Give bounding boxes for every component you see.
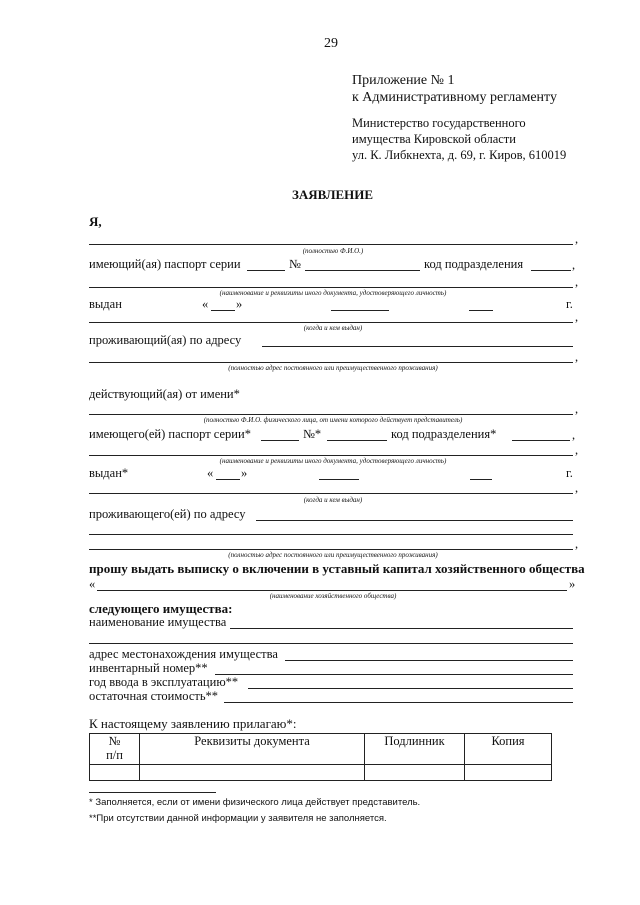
issued-day-field[interactable] [211, 310, 235, 311]
location-label: адрес местонахождения имущества [89, 647, 278, 661]
attachments-intro: К настоящему заявлению прилагаю*: [89, 716, 297, 731]
page-number: 29 [324, 36, 338, 51]
document-title: ЗАЯВЛЕНИЕ [292, 187, 374, 202]
header-number-line1: № [108, 734, 121, 748]
line-comma: , [575, 310, 579, 324]
residual-value-field[interactable] [224, 702, 573, 703]
inventory-number-field[interactable] [215, 674, 573, 675]
header-number [90, 734, 140, 765]
rep-issued-day-field[interactable] [216, 479, 240, 480]
residing-address-field[interactable] [262, 346, 573, 347]
rep-issued-label: выдан* [89, 466, 129, 480]
line-comma: , [575, 402, 579, 416]
issued-year-field[interactable] [469, 310, 493, 311]
principal-name-field[interactable] [89, 414, 573, 415]
footnote-2: **При отсутствии данной информации у заявителя не заполняется. [89, 813, 387, 824]
property-heading: следующего имущества: [89, 601, 233, 616]
rep-year-suffix: г. [566, 466, 573, 480]
footnote-1: * Заполняется, если от имени физического лица действует представитель. [89, 797, 421, 808]
rep-other-document-caption: (наименование и реквизиты иного документа, удостоверяющего личность) [219, 457, 447, 465]
header-number-line2: п/п [106, 748, 123, 762]
passport-number-field[interactable] [305, 270, 420, 271]
appendix-title: Приложение № 1 [352, 73, 455, 88]
table-cell[interactable] [140, 765, 365, 781]
rep-issued-by-field[interactable] [89, 493, 573, 494]
ministry-line-1: Министерство государственного [352, 116, 526, 130]
company-name-caption: (наименование хозяйственного общества) [269, 592, 397, 600]
rep-residing-address-field-2[interactable] [89, 534, 573, 535]
residing-label: проживающий(ая) по адресу [89, 333, 242, 347]
subdivision-label: код подразделения [424, 257, 524, 271]
company-name-field[interactable] [97, 590, 567, 591]
rep-other-document-field[interactable] [89, 455, 573, 456]
footnote-separator [89, 792, 216, 793]
rep-residing-address-caption: (полностью адрес постоянного или преимущественного проживания) [228, 551, 438, 559]
rep-passport-series-field[interactable] [261, 440, 299, 441]
location-field[interactable] [285, 660, 573, 661]
line-comma: , [572, 258, 576, 272]
passport-series-label: имеющий(ая) паспорт серии [89, 257, 241, 271]
request-text: прошу выдать выписку о включении в уставный капитал хозяйственного общества [89, 561, 585, 576]
issued-label: выдан [89, 297, 122, 311]
passport-number-sign: № [289, 257, 301, 271]
residual-value-label: остаточная стоимость** [89, 689, 219, 703]
issued-by-caption: (когда и кем выдан) [303, 324, 363, 332]
date-quote-open: « [202, 297, 209, 311]
attachments-table [89, 733, 552, 781]
other-document-field[interactable] [89, 287, 573, 288]
commission-year-field[interactable] [248, 688, 573, 689]
date-quote-close: » [236, 297, 243, 311]
company-quote-close: » [569, 577, 576, 591]
inventory-number-label: инвентарный номер** [89, 661, 208, 675]
other-document-caption: (наименование и реквизиты иного документа, удостоверяющего личность) [219, 289, 447, 297]
header-copy: Копия [465, 734, 552, 765]
appendix-subtitle: к Административному регламенту [352, 90, 557, 105]
rep-issued-year-field[interactable] [470, 479, 492, 480]
rep-date-quote-open: « [207, 466, 214, 480]
table-cell[interactable] [365, 765, 465, 781]
commission-year-label: год ввода в эксплуатацию** [89, 675, 239, 689]
rep-passport-series-label: имеющего(ей) паспорт серии* [89, 427, 251, 441]
year-suffix: г. [566, 297, 573, 311]
subdivision-field[interactable] [531, 270, 571, 271]
rep-passport-number-sign: №* [303, 427, 322, 441]
ministry-address: ул. К. Либкнехта, д. 69, г. Киров, 610019 [352, 148, 567, 162]
rep-residing-address-field[interactable] [256, 520, 573, 521]
table-header-row [90, 734, 552, 765]
full-name-field[interactable] [89, 244, 573, 245]
rep-passport-number-field[interactable] [327, 440, 387, 441]
line-comma: , [575, 537, 579, 551]
residing-address-caption: (полностью адрес постоянного или преимущественного проживания) [228, 364, 438, 372]
rep-residing-label: проживающего(ей) по адресу [89, 507, 246, 521]
header-details: Реквизиты документа [140, 734, 365, 765]
ministry-line-2: имущества Кировской области [352, 132, 516, 146]
rep-subdivision-label: код подразделения* [391, 427, 497, 441]
rep-issued-month-field[interactable] [319, 479, 359, 480]
line-comma: , [575, 275, 579, 289]
rep-issued-by-caption: (когда и кем выдан) [303, 496, 363, 504]
line-comma: , [575, 232, 579, 246]
table-row [90, 765, 552, 781]
acting-on-behalf-label: действующий(ая) от имени* [89, 387, 240, 401]
residing-address-field-2[interactable] [89, 362, 573, 363]
property-name-field-2[interactable] [89, 643, 573, 644]
passport-series-field[interactable] [247, 270, 285, 271]
rep-subdivision-field[interactable] [512, 440, 570, 441]
property-name-label: наименование имущества [89, 615, 227, 629]
issued-month-field[interactable] [331, 310, 389, 311]
header-original: Подлинник [365, 734, 465, 765]
rep-residing-address-field-3[interactable] [89, 549, 573, 550]
principal-name-caption: (полностью Ф.И.О. физического лица, от имени которого действует представитель) [203, 416, 463, 424]
rep-date-quote-close: » [241, 466, 248, 480]
table-cell[interactable] [90, 765, 140, 781]
line-comma: , [575, 350, 579, 364]
line-comma: , [575, 481, 579, 495]
line-comma: , [575, 443, 579, 457]
property-name-field[interactable] [230, 628, 573, 629]
full-name-caption: (полностью Ф.И.О.) [302, 247, 364, 255]
company-quote-open: « [89, 577, 96, 591]
table-cell[interactable] [465, 765, 552, 781]
line-comma: , [572, 428, 576, 442]
issued-by-field[interactable] [89, 322, 573, 323]
ya-label: Я, [89, 214, 102, 229]
